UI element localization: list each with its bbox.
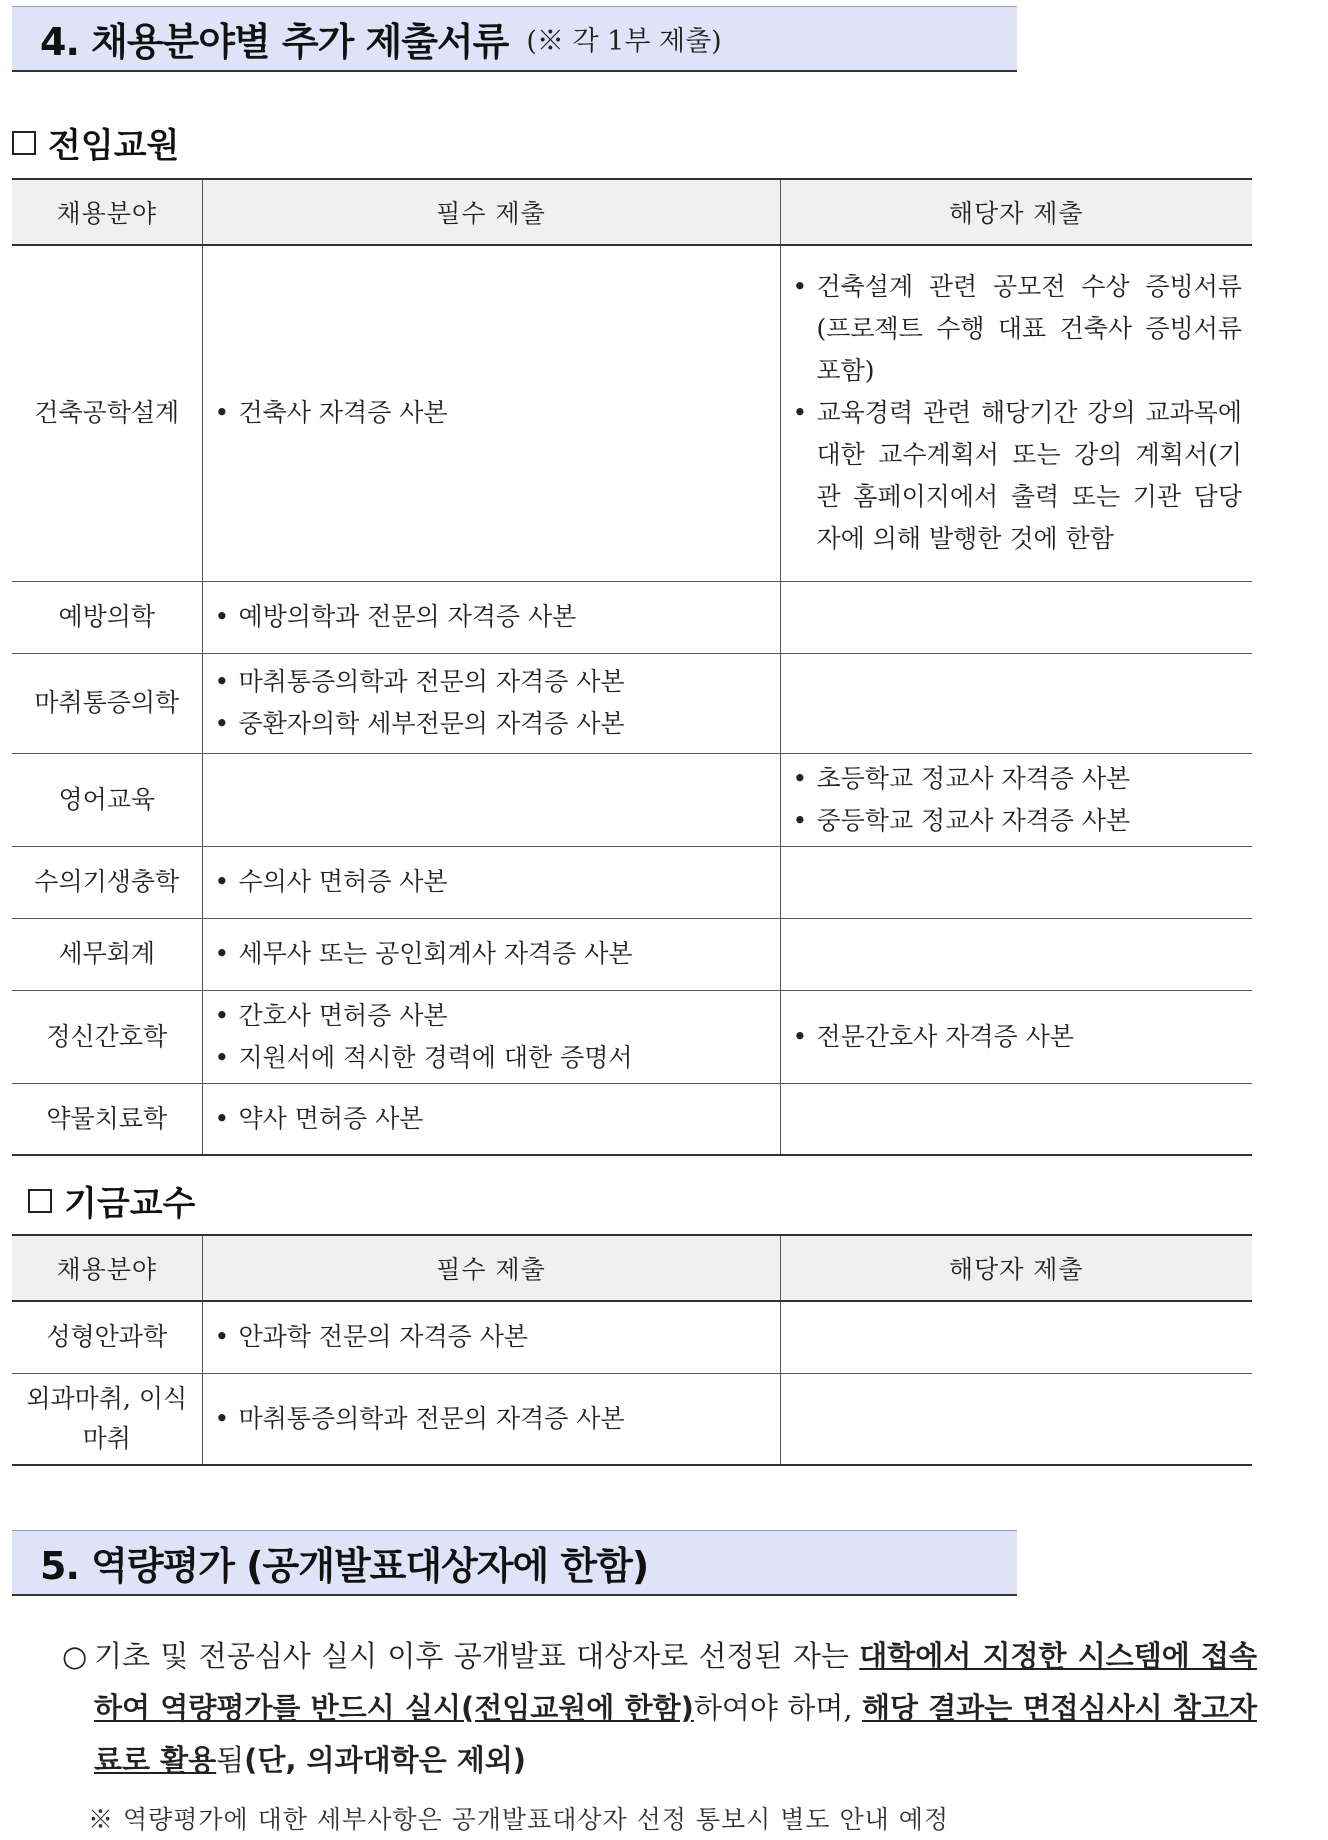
- col-header-field: 채용분야: [12, 1235, 202, 1301]
- section-5-title: 5. 역량평가 (공개발표대상자에 한함): [40, 1544, 649, 1588]
- table-row: [12, 653, 1252, 753]
- para-text: 됨: [216, 1743, 245, 1777]
- endowed-table: [12, 1234, 1252, 1466]
- required-cell: [202, 990, 780, 1083]
- table-row: [12, 753, 1252, 846]
- optional-cell: [780, 1301, 1252, 1373]
- list-item: • 초등학교 정교사 자격증 사본: [791, 758, 1243, 800]
- required-cell: [202, 846, 780, 918]
- col-header-required: 필수 제출: [202, 1235, 780, 1301]
- list-item: • 간호사 면허증 사본: [213, 995, 770, 1037]
- optional-cell: [780, 245, 1252, 581]
- required-cell: [202, 1301, 780, 1373]
- checkbox-square-icon: [12, 131, 36, 155]
- required-cell: [202, 581, 780, 653]
- optional-cell: [780, 846, 1252, 918]
- col-header-required: 필수 제출: [202, 179, 780, 245]
- field-cell: 외과마취, 이식마취: [12, 1373, 202, 1465]
- list-item: • 건축설계 관련 공모전 수상 증빙서류 (프로젝트 수행 대표 건축사 증빙서류 포함): [791, 266, 1243, 392]
- endowed-heading: [28, 1176, 195, 1225]
- table-row: [12, 990, 1252, 1083]
- para-underlined-text: 대학에서 지정한 시스템에 접속하여 역량평가를 반드시 실시(전임교원에 한함): [94, 1639, 1257, 1725]
- field-cell: 건축공학설계: [12, 245, 202, 581]
- required-cell: [202, 653, 780, 753]
- list-item: • 교육경력 관련 해당기간 강의 교과목에 대한 교수계획서 또는 강의 계획서(기관 홈페이지에서 출력 또는 기관 담당자에 의해 발행한 것에 한함: [791, 392, 1243, 560]
- checkbox-square-icon: [28, 1189, 52, 1213]
- table-row: [12, 1373, 1252, 1465]
- list-item: • 약사 면허증 사본: [213, 1098, 770, 1140]
- table-row: [12, 846, 1252, 918]
- list-item: • 마취통증의학과 전문의 자격증 사본: [213, 1398, 770, 1440]
- list-item: • 지원서에 적시한 경력에 대한 증명서: [213, 1037, 770, 1079]
- required-cell: [202, 1373, 780, 1465]
- fulltime-heading: [12, 118, 179, 167]
- section-5-header: [12, 1530, 1017, 1596]
- table-header-row: [12, 1235, 1252, 1301]
- list-item: • 마취통증의학과 전문의 자격증 사본: [213, 661, 770, 703]
- field-cell: 마취통증의학: [12, 653, 202, 753]
- section-4-title: 4. 채용분야별 추가 제출서류: [40, 20, 509, 64]
- circle-bullet-icon: ○: [62, 1639, 88, 1673]
- col-header-field: 채용분야: [12, 179, 202, 245]
- table-row: [12, 1083, 1252, 1155]
- endowed-heading-text: 기금교수: [64, 1184, 196, 1224]
- section-4-note: (※ 각 1부 제출): [526, 26, 722, 57]
- table-row: [12, 1301, 1252, 1373]
- table-row: [12, 918, 1252, 990]
- para-text: 하여야 하며,: [693, 1691, 862, 1725]
- table-row: [12, 581, 1252, 653]
- required-cell: [202, 753, 780, 846]
- para-underlined-text: 해당 결과는 면접심사시 참고자료로 활용: [94, 1691, 1257, 1777]
- table-row: [12, 245, 1252, 581]
- footnote: ※ 역량평가에 대한 세부사항은 공개발표대상자 선정 통보시 별도 안내 예정: [88, 1805, 950, 1834]
- optional-cell: [780, 753, 1252, 846]
- required-cell: [202, 1083, 780, 1155]
- list-item: • 안과학 전문의 자격증 사본: [213, 1316, 770, 1358]
- fulltime-table: [12, 178, 1252, 1156]
- section-5-paragraph: [62, 1630, 1257, 1786]
- optional-cell: [780, 918, 1252, 990]
- field-cell: 예방의학: [12, 581, 202, 653]
- list-item: • 중환자의학 세부전문의 자격증 사본: [213, 703, 770, 745]
- list-item: • 건축사 자격증 사본: [213, 392, 770, 434]
- table-header-row: [12, 179, 1252, 245]
- field-cell: 세무회계: [12, 918, 202, 990]
- optional-cell: [780, 1373, 1252, 1465]
- field-cell: 영어교육: [12, 753, 202, 846]
- list-item: • 수의사 면허증 사본: [213, 861, 770, 903]
- section-4-header: [12, 6, 1017, 72]
- optional-cell: [780, 1083, 1252, 1155]
- para-text: 기초 및 전공심사 실시 이후 공개발표 대상자로 선정된 자는: [94, 1639, 860, 1673]
- required-cell: [202, 918, 780, 990]
- col-header-optional: 해당자 제출: [780, 179, 1252, 245]
- list-item: • 예방의학과 전문의 자격증 사본: [213, 596, 770, 638]
- fulltime-heading-text: 전임교원: [48, 126, 180, 166]
- list-item: • 세무사 또는 공인회계사 자격증 사본: [213, 933, 770, 975]
- field-cell: 성형안과학: [12, 1301, 202, 1373]
- optional-cell: [780, 990, 1252, 1083]
- field-cell: 정신간호학: [12, 990, 202, 1083]
- list-item: • 전문간호사 자격증 사본: [791, 1016, 1243, 1058]
- field-cell: 약물치료학: [12, 1083, 202, 1155]
- para-bold-text: (단, 의과대학은 제외): [244, 1743, 527, 1777]
- col-header-optional: 해당자 제출: [780, 1235, 1252, 1301]
- optional-cell: [780, 653, 1252, 753]
- list-item: • 중등학교 정교사 자격증 사본: [791, 800, 1243, 842]
- field-cell: 수의기생충학: [12, 846, 202, 918]
- optional-cell: [780, 581, 1252, 653]
- required-cell: [202, 245, 780, 581]
